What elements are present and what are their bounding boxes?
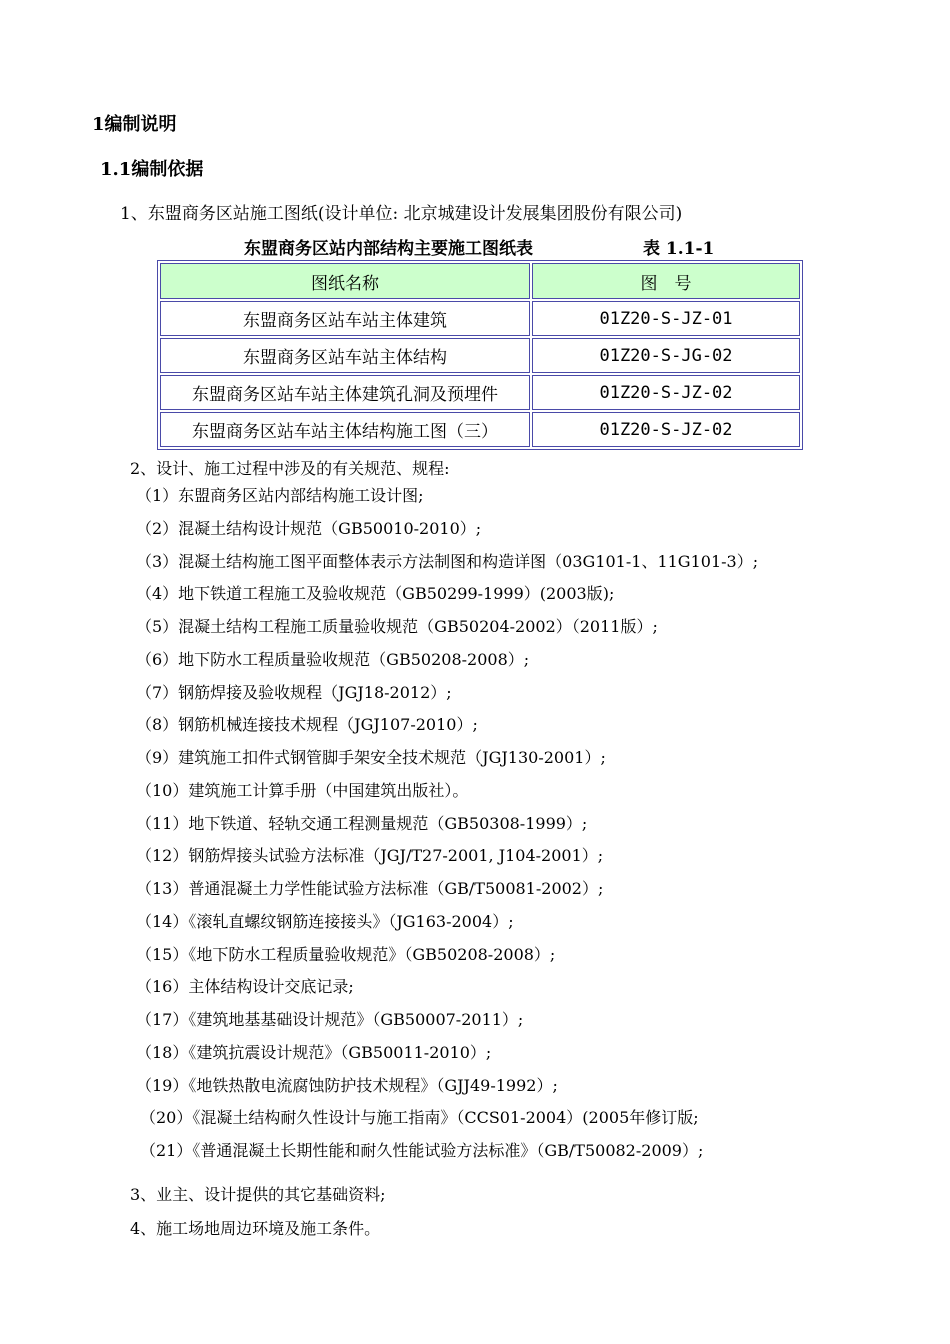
table-row <box>160 338 800 373</box>
spec-item: （20）《混凝土结构耐久性设计与施工指南》（CCS01-2004）(2005年修订版; <box>140 1108 699 1127</box>
table-caption: 东盟商务区站内部结构主要施工图纸表 <box>244 239 533 259</box>
spec-item: （21）《普通混凝土长期性能和耐久性能试验方法标准》（GB/T50082-2009）; <box>140 1141 704 1160</box>
spec-item: （12）钢筋焊接头试验方法标准（JGJ/T27-2001, J104-2001）; <box>136 846 604 865</box>
spec-item: （8）钢筋机械连接技术规程（JGJ107-2010）; <box>136 715 478 734</box>
spec-item: （19）《地铁热散电流腐蚀防护技术规程》（GJJ49-1992）; <box>136 1076 558 1095</box>
drawing-number-cell: 01Z20-S-JZ-02 <box>532 375 800 410</box>
spec-item: （4）地下铁道工程施工及验收规范（GB50299-1999）(2003版); <box>136 584 615 603</box>
drawing-number-cell: 01Z20-S-JZ-01 <box>532 301 800 336</box>
spec-item: （2）混凝土结构设计规范（GB50010-2010）; <box>136 519 482 538</box>
item-owner-materials: 3、业主、设计提供的其它基础资料; <box>130 1185 386 1204</box>
spec-item: （9）建筑施工扣件式钢管脚手架安全技术规范（JGJ130-2001）; <box>136 748 606 767</box>
table-row <box>160 375 800 410</box>
drawing-table <box>157 260 803 450</box>
spec-item: （11）地下铁道、轻轨交通工程测量规范（GB50308-1999）; <box>136 814 588 833</box>
spec-item: （6）地下防水工程质量验收规范（GB50208-2008）; <box>136 650 530 669</box>
header-drawing-number: 图 号 <box>532 263 800 299</box>
spec-item: （14）《滚轧直螺纹钢筋连接接头》（JG163-2004）; <box>136 912 514 931</box>
table-number: 表 1.1-1 <box>643 239 715 259</box>
spec-item: （16）主体结构设计交底记录; <box>136 977 354 996</box>
item-specs-intro: 2、设计、施工过程中涉及的有关规范、规程: <box>130 459 450 478</box>
drawing-number-cell: 01Z20-S-JG-02 <box>532 338 800 373</box>
spec-item: （13）普通混凝土力学性能试验方法标准（GB/T50081-2002）; <box>136 879 604 898</box>
spec-item: （15）《地下防水工程质量验收规范》（GB50208-2008）; <box>136 945 556 964</box>
drawing-number-cell: 01Z20-S-JZ-02 <box>532 412 800 447</box>
table-header-row <box>160 263 800 299</box>
item-site-conditions: 4、施工场地周边环境及施工条件。 <box>130 1219 381 1238</box>
spec-item: （18）《建筑抗震设计规范》（GB50011-2010）; <box>136 1043 492 1062</box>
header-drawing-name: 图纸名称 <box>160 263 530 299</box>
spec-item: （5）混凝土结构工程施工质量验收规范（GB50204-2002）（2011版）; <box>136 617 658 636</box>
drawing-name-cell: 东盟商务区站车站主体建筑 <box>160 301 530 336</box>
drawing-name-cell: 东盟商务区站车站主体建筑孔洞及预埋件 <box>160 375 530 410</box>
section-heading: 1编制说明 <box>92 114 177 135</box>
item-drawings: 1、东盟商务区站施工图纸(设计单位: 北京城建设计发展集团股份有限公司) <box>120 204 683 224</box>
subsection-heading: 1.1编制依据 <box>100 159 204 180</box>
spec-item: （3）混凝土结构施工图平面整体表示方法制图和构造详图（03G101-1、11G101-3）; <box>136 552 759 571</box>
drawing-name-cell: 东盟商务区站车站主体结构施工图（三） <box>160 412 530 447</box>
table-row <box>160 301 800 336</box>
spec-item: （1）东盟商务区站内部结构施工设计图; <box>136 486 424 505</box>
spec-item: （17）《建筑地基基础设计规范》（GB50007-2011）; <box>136 1010 524 1029</box>
spec-item: （10）建筑施工计算手册（中国建筑出版社）。 <box>136 781 469 800</box>
table-row <box>160 412 800 447</box>
drawing-name-cell: 东盟商务区站车站主体结构 <box>160 338 530 373</box>
spec-item: （7）钢筋焊接及验收规程（JGJ18-2012）; <box>136 683 452 702</box>
